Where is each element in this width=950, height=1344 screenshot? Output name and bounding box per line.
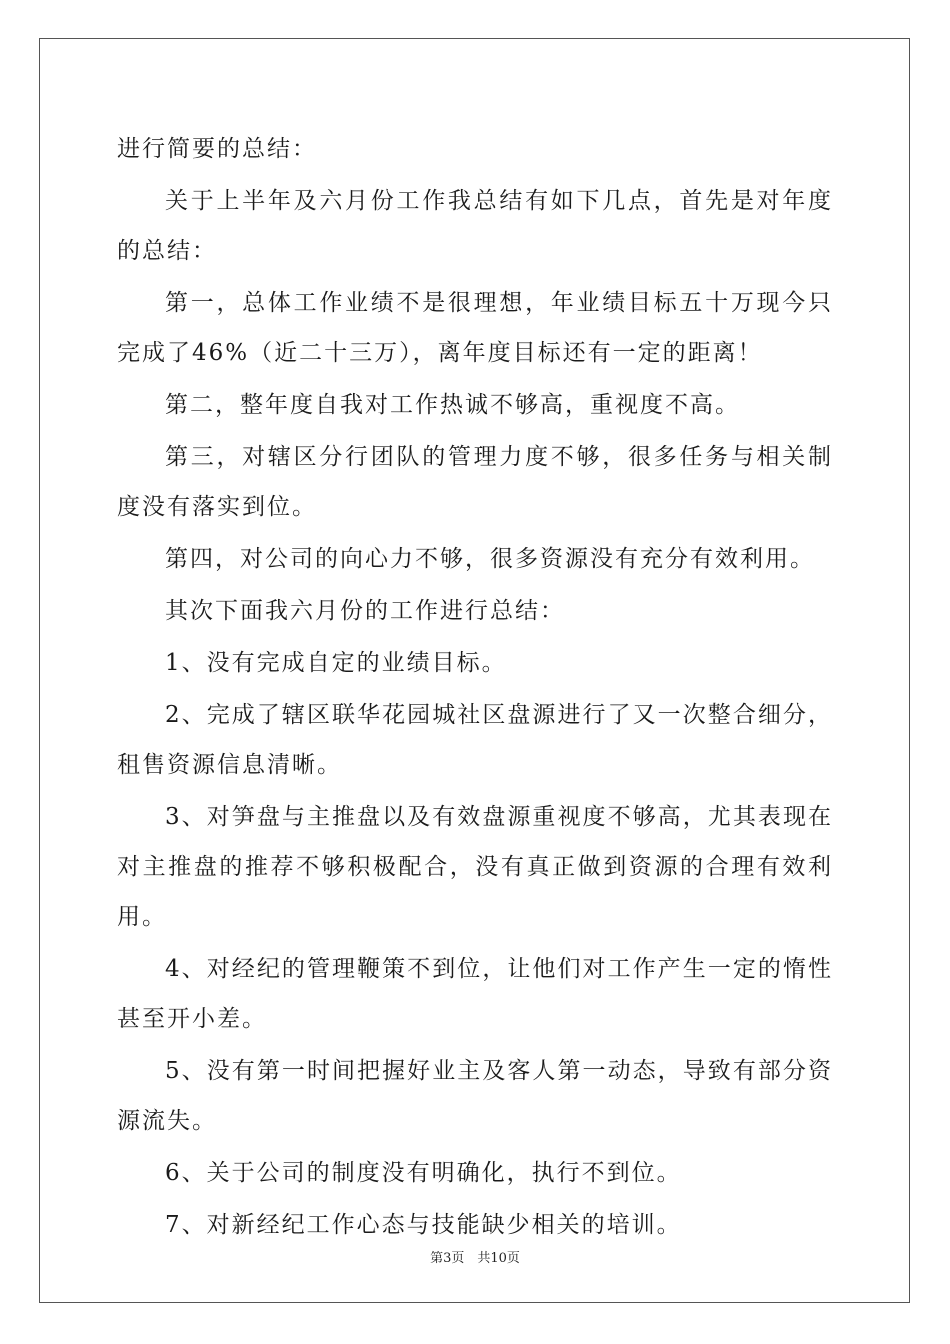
list-item-7: 7、对新经纪工作心态与技能缺少相关的培训。 [165,1212,682,1238]
page-number-footer: 第3页 共10页 [430,1251,520,1266]
paragraph-5: 第三，对辖区分行团队的管理力度不够，很多任务与相关制度没有落实到位。 [117,444,833,520]
paragraph-2: 关于上半年及六月份工作我总结有如下几点，首先是对年度的总结： [117,188,833,264]
list-item-2: 2、完成了辖区联华花园城社区盘源进行了又一次整合细分，租售资源信息清晰。 [117,702,833,778]
list-item-3: 3、对笋盘与主推盘以及有效盘源重视度不够高，尤其表现在对主推盘的推荐不够积极配合，没有真正做到资源的合理有效利用。 [117,804,833,930]
paragraph-4: 第二，整年度自我对工作热诚不够高，重视度不高。 [165,392,740,418]
paragraph-1: 进行简要的总结： [117,136,317,162]
paragraph-6: 第四，对公司的向心力不够，很多资源没有充分有效利用。 [165,546,815,572]
paragraph-3: 第一，总体工作业绩不是很理想，年业绩目标五十万现今只完成了46%（近二十三万），离年度目标还有一定的距离！ [117,290,833,366]
list-item-1: 1、没有完成自定的业绩目标。 [165,650,507,676]
paragraph-7: 其次下面我六月份的工作进行总结： [165,598,565,624]
list-item-5: 5、没有第一时间把握好业主及客人第一动态，导致有部分资源流失。 [117,1058,833,1134]
list-item-4: 4、对经纪的管理鞭策不到位，让他们对工作产生一定的惰性甚至开小差。 [117,956,833,1032]
document-body [117,124,833,1252]
list-item-6: 6、关于公司的制度没有明确化，执行不到位。 [165,1160,682,1186]
